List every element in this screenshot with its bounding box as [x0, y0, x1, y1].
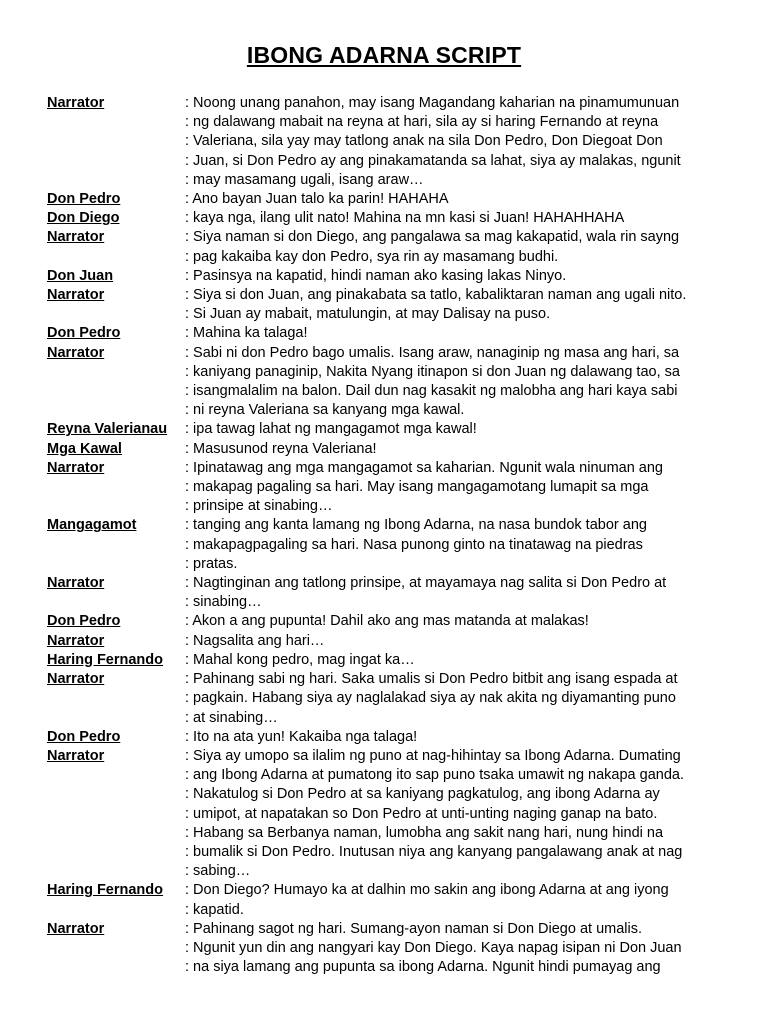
- dialogue-line: : na siya lamang ang pupunta sa ibong Adarna. Ngunit hindi pumayag ang: [185, 959, 661, 976]
- speaker-name: Don Diego: [47, 210, 120, 227]
- script-entry: [47, 344, 737, 421]
- dialogue-line: : Nakatulog si Don Pedro at sa kaniyang pagkatulog, ang ibong Adarna ay: [185, 786, 660, 803]
- document-title: IBONG ADARNA SCRIPT: [246, 42, 522, 68]
- dialogue-line: : ng dalawang mabait na reyna at hari, sila ay si haring Fernando at reyna: [185, 114, 659, 131]
- speaker-name: Mangagamot: [47, 517, 137, 534]
- speaker-name: Don Pedro: [47, 728, 121, 745]
- script-entry: [47, 881, 737, 919]
- speaker-name: Narrator: [47, 287, 105, 304]
- dialogue-line: : tanging ang kanta lamang ng Ibong Adarna, na nasa bundok tabor ang: [185, 517, 647, 534]
- dialogue-lines: [185, 324, 737, 343]
- dialogue-line: : Pahinang sagot ng hari. Sumang-ayon naman si Don Diego at umalis.: [185, 920, 643, 937]
- script-entry: [47, 459, 737, 517]
- dialogue-line: : pag kakaiba kay don Pedro, sya rin ay masamang budhi.: [185, 248, 559, 265]
- script-entry: [47, 516, 737, 574]
- dialogue-line: : Mahina ka talaga!: [185, 325, 308, 342]
- dialogue-line: : Pahinang sabi ng hari. Saka umalis si Don Pedro bitbit ang isang espada at: [185, 671, 678, 688]
- dialogue-lines: [185, 632, 737, 651]
- dialogue-line: : Siya si don Juan, ang pinakabata sa tatlo, kabaliktaran naman ang ugali nito.: [185, 287, 687, 304]
- script-entry: [47, 190, 737, 209]
- dialogue-line: : sinabing…: [185, 594, 262, 611]
- dialogue-line: : Ngunit yun din ang nangyari kay Don Diego. Kaya napag isipan ni Don Juan: [185, 939, 682, 956]
- dialogue-lines: [185, 190, 737, 209]
- dialogue-line: : Siya ay umopo sa ilalim ng puno at nag-hihintay sa Ibong Adarna. Dumating: [185, 747, 681, 764]
- dialogue-lines: [185, 651, 737, 670]
- dialogue-line: : isangmalalim na balon. Dail dun nag kasakit ng malobha ang hari kaya sabi: [185, 383, 678, 400]
- dialogue-line: : Si Juan ay mabait, matulungin, at may Dalisay na puso.: [185, 306, 551, 323]
- speaker-name: Narrator: [47, 229, 105, 246]
- dialogue-line: : Ito na ata yun! Kakaiba nga talaga!: [185, 728, 418, 745]
- script-entry: [47, 612, 737, 631]
- dialogue-line: : makapagpagaling sa hari. Nasa punong ginto na tinatawag na piedras: [185, 536, 643, 553]
- dialogue-line: : Siya naman si don Diego, ang pangalawa sa mag kakapatid, wala rin sayng: [185, 229, 680, 246]
- script-entry: [47, 728, 737, 747]
- dialogue-line: : Masusunod reyna Valeriana!: [185, 440, 377, 457]
- dialogue-line: : ang Ibong Adarna at pumatong ito sap puno tsaka umawit ng nakapa ganda.: [185, 767, 685, 784]
- dialogue-line: : prinsipe at sinabing…: [185, 498, 333, 515]
- dialogue-lines: [185, 881, 737, 919]
- dialogue-line: : Akon a ang pupunta! Dahil ako ang mas matanda at malakas!: [185, 613, 589, 630]
- dialogue-lines: [185, 920, 737, 978]
- dialogue-lines: [185, 228, 737, 266]
- script-entry: [47, 440, 737, 459]
- script-entry: [47, 94, 737, 190]
- dialogue-lines: [185, 747, 737, 881]
- dialogue-lines: [185, 440, 737, 459]
- speaker-name: Narrator: [47, 632, 105, 649]
- dialogue-line: : kaya nga, ilang ulit nato! Mahina na mn kasi si Juan! HAHAHHAHA: [185, 210, 625, 227]
- dialogue-line: : may masamang ugali, isang araw…: [185, 171, 424, 188]
- dialogue-line: : pagkain. Habang siya ay naglalakad siya ay nak akita ng diyamanting puno: [185, 690, 676, 707]
- script-entry: [47, 420, 737, 439]
- script-body: [47, 94, 737, 977]
- dialogue-line: : makapag pagaling sa hari. May isang mangagamotang lumapit sa mga: [185, 479, 649, 496]
- speaker-name: Narrator: [47, 747, 105, 764]
- dialogue-lines: [185, 516, 737, 574]
- speaker-name: Narrator: [47, 575, 105, 592]
- dialogue-line: : ipa tawag lahat ng mangagamot mga kawal!: [185, 421, 477, 438]
- speaker-name: Haring Fernando: [47, 882, 164, 899]
- script-entry: [47, 286, 737, 324]
- dialogue-line: : Pasinsya na kapatid, hindi naman ako kasing lakas Ninyo.: [185, 267, 567, 284]
- speaker-name: Don Pedro: [47, 191, 121, 208]
- dialogue-line: : Ipinatawag ang mga mangagamot sa kaharian. Ngunit wala ninuman ang: [185, 459, 663, 476]
- dialogue-lines: [185, 286, 737, 324]
- dialogue-line: : ni reyna Valeriana sa kanyang mga kawal.: [185, 402, 465, 419]
- dialogue-lines: [185, 209, 737, 228]
- dialogue-line: : Nagtinginan ang tatlong prinsipe, at mayamaya nag salita si Don Pedro at: [185, 575, 667, 592]
- dialogue-lines: [185, 94, 737, 190]
- dialogue-line: : bumalik si Don Pedro. Inutusan niya ang kanyang pangalawang anak at nag: [185, 843, 683, 860]
- speaker-name: Haring Fernando: [47, 651, 164, 668]
- dialogue-lines: [185, 612, 737, 631]
- dialogue-lines: [185, 267, 737, 286]
- dialogue-line: : Sabi ni don Pedro bago umalis. Isang araw, nanaginip ng masa ang hari, sa: [185, 344, 680, 361]
- dialogue-line: : kaniyang panaginip, Nakita Nyang itinapon si don Juan ng dalawang tao, sa: [185, 363, 680, 380]
- speaker-name: Don Pedro: [47, 613, 121, 630]
- script-entry: [47, 632, 737, 651]
- script-entry: [47, 920, 737, 978]
- speaker-name: Mga Kawal: [47, 440, 122, 457]
- script-entry: [47, 747, 737, 881]
- dialogue-line: : Don Diego? Humayo ka at dalhin mo sakin ang ibong Adarna at ang iyong: [185, 882, 669, 899]
- script-entry: [47, 228, 737, 266]
- script-entry: [47, 651, 737, 670]
- dialogue-lines: [185, 344, 737, 421]
- dialogue-lines: [185, 420, 737, 439]
- dialogue-line: : Mahal kong pedro, mag ingat ka…: [185, 651, 415, 668]
- dialogue-lines: [185, 670, 737, 728]
- speaker-name: Narrator: [47, 459, 105, 476]
- speaker-name: Don Juan: [47, 267, 114, 284]
- script-entry: [47, 324, 737, 343]
- dialogue-line: : umipot, at napatakan so Don Pedro at unti-unting naging ganap na bato.: [185, 805, 658, 822]
- dialogue-line: : sabing…: [185, 863, 251, 880]
- dialogue-line: : Juan, si Don Pedro ay ang pinakamatanda sa lahat, siya ay malakas, ngunit: [185, 152, 681, 169]
- dialogue-line: : Nagsalita ang hari…: [185, 632, 325, 649]
- dialogue-line: : Noong unang panahon, may isang Magandang kaharian na pinamumunuan: [185, 95, 680, 111]
- speaker-name: Narrator: [47, 671, 105, 688]
- script-entry: [47, 209, 737, 228]
- script-entry: [47, 670, 737, 728]
- dialogue-lines: [185, 459, 737, 517]
- dialogue-line: : Habang sa Berbanya naman, lumobha ang sakit nang hari, nung hindi na: [185, 824, 664, 841]
- dialogue-line: : kapatid.: [185, 901, 244, 918]
- dialogue-lines: [185, 574, 737, 612]
- dialogue-line: : at sinabing…: [185, 709, 278, 726]
- speaker-name: Narrator: [47, 344, 105, 361]
- dialogue-lines: [185, 728, 737, 747]
- speaker-name: Narrator: [47, 95, 105, 111]
- script-entry: [47, 574, 737, 612]
- speaker-name: Reyna Valerianau: [47, 421, 168, 438]
- script-entry: [47, 267, 737, 286]
- speaker-name: Don Pedro: [47, 325, 121, 342]
- dialogue-line: : Ano bayan Juan talo ka parin! HAHAHA: [185, 191, 449, 208]
- speaker-name: Narrator: [47, 920, 105, 937]
- dialogue-line: : pratas.: [185, 555, 238, 572]
- dialogue-line: : Valeriana, sila yay may tatlong anak na sila Don Pedro, Don Diegoat Don: [185, 133, 663, 150]
